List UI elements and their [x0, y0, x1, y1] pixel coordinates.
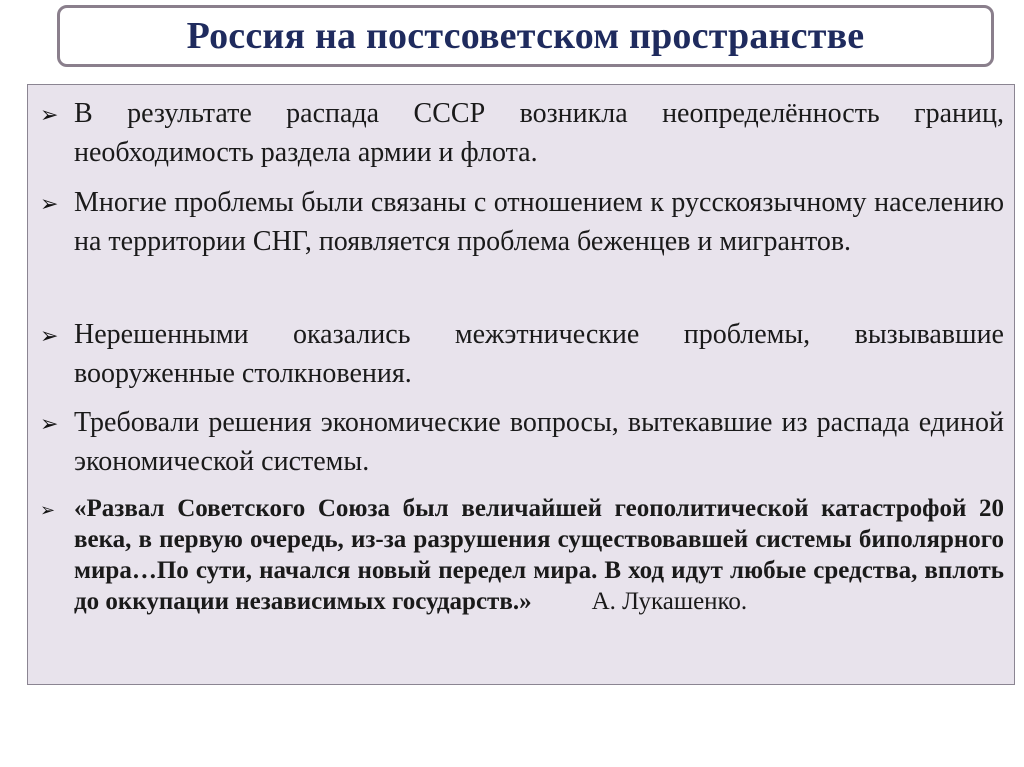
bullet-text: В результате распада СССР возникла неопределённость границ, необходимость раздела армии и флота.	[74, 98, 1004, 168]
arrow-bullet-icon: ➢	[40, 500, 56, 521]
bullet-item	[40, 315, 1004, 393]
arrow-bullet-icon: ➢	[40, 324, 59, 349]
quote-block	[74, 493, 1004, 617]
content-box	[27, 84, 1015, 685]
title-box	[57, 5, 994, 67]
arrow-bullet-icon: ➢	[40, 412, 59, 437]
bullet-item	[40, 403, 1004, 481]
bullet-text: Нерешенными оказались межэтнические проблемы, вызывавшие вооруженные столкновения.	[74, 319, 1004, 389]
bullet-text: Требовали решения экономические вопросы, вытекавшие из распада единой экономической системы.	[74, 407, 1004, 477]
arrow-bullet-icon: ➢	[40, 192, 59, 217]
bullet-text: Многие проблемы были связаны с отношением к русскоязычному населению на территории СНГ, появляется проблема беженцев и мигрантов.	[74, 187, 1004, 257]
quote-author: А. Лукашенко.	[591, 588, 748, 615]
bullet-item	[40, 94, 1004, 172]
arrow-bullet-icon: ➢	[40, 103, 59, 128]
quote-text: «Развал Советского Союза был величайшей геополитической катастрофой 20 века, в первую очередь, из-за разрушения существовавшей системы биполярного мира…По сути, начался новый передел мира. В ход идут любые средства, вплоть до оккупации независимых государств.»	[74, 495, 1004, 615]
quote-item	[40, 493, 1004, 617]
slide-title: Россия на постсоветском пространстве	[186, 15, 865, 57]
bullet-item	[40, 183, 1004, 261]
